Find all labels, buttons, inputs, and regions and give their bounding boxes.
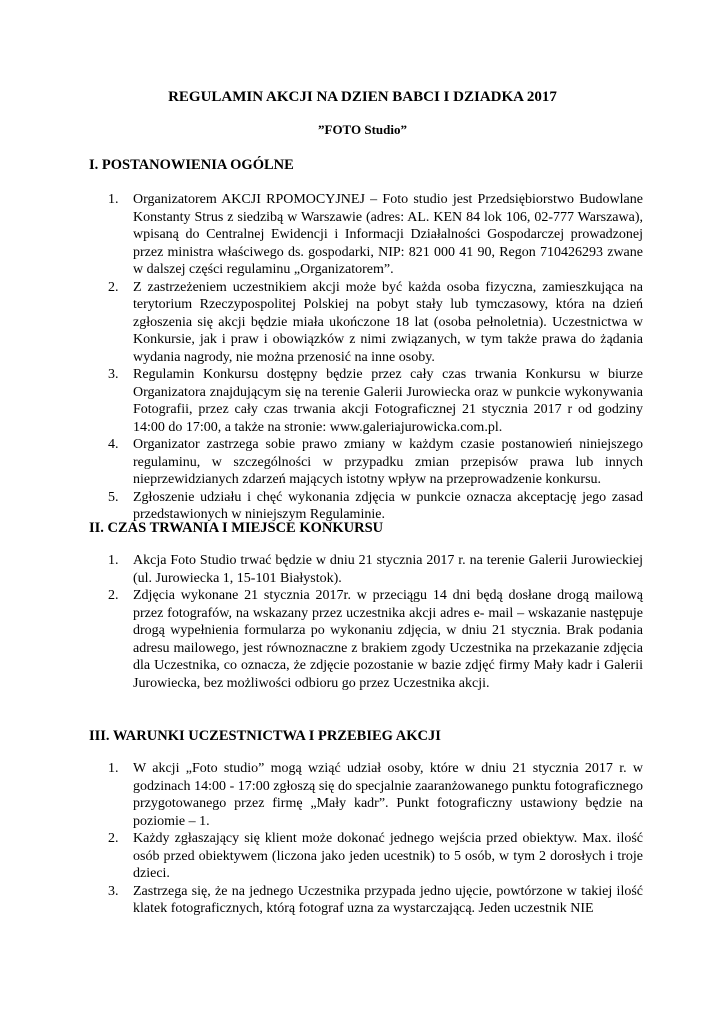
item-number: 3. bbox=[108, 883, 119, 899]
item-text: Organizatorem AKCJI RPOMOCYJNEJ – Foto studio jest Przedsiębiorstwo Budowlane Konstanty Strus z siedzibą w Warszawie (adres: AL. KEN 84 lok 106, 02-777 Warszawa), wpisaną do Centralnej Ewidencji i Informacji Działalności Gospodarczej prowadzonej przez ministra właściwego ds. gospodarki, NIP: 821 000 41 90, Regon 710426293 zwane w dalszej części regulaminu „Organizatorem”. bbox=[133, 192, 643, 277]
section-heading-general: I. POSTANOWIENIA OGÓLNE bbox=[89, 157, 294, 173]
item-text: Każdy zgłaszający się klient może dokonać jednego wejścia przed obiektyw. Max. ilość osób przed obiektywem (liczona jako jeden ucestnik) to 5 osób, w tym 2 dorosłych i troje dzieci. bbox=[133, 831, 643, 881]
item-text: Zastrzega się, że na jednego Uczestnika przypada jedno ujęcie, powtórzone w takiej ilość klatek fotograficznych, którą fotograf uzna za wystarczającą. Jeden uczestnik NIE bbox=[133, 883, 643, 916]
item-text: W akcji „Foto studio” mogą wziąć udział osoby, które w dniu 21 stycznia 2017 r. w godzinach 14:00 - 17:00 zgłoszą się do specjalnie zaaranżowanego punktu fotograficznego przygotowanego przez firmę „Mały kadr”. Punkt fotograficzny ustawiony będzie na poziomie – 1. bbox=[133, 761, 643, 829]
list-item bbox=[96, 587, 643, 692]
section-list-conditions bbox=[96, 760, 643, 918]
list-item bbox=[96, 830, 643, 883]
list-item bbox=[96, 760, 643, 830]
section-heading-duration: II. CZAS TRWANIA I MIEJSCE KONKURSU bbox=[89, 520, 384, 536]
item-number: 2. bbox=[108, 588, 119, 603]
document-title: REGULAMIN AKCJI NA DZIEN BABCI I DZIADKA 2017 bbox=[168, 89, 557, 105]
list-item bbox=[96, 436, 643, 489]
item-number: 1. bbox=[108, 553, 119, 568]
document-subtitle: ”FOTO Studio” bbox=[318, 122, 407, 137]
list-item bbox=[96, 366, 643, 436]
list-item bbox=[96, 552, 643, 587]
item-number: 2. bbox=[108, 831, 119, 846]
item-number: 1. bbox=[108, 761, 119, 776]
item-number: 2. bbox=[108, 279, 119, 295]
section-list-duration bbox=[96, 552, 643, 692]
item-text: Z zastrzeżeniem uczestnikiem akcji może być każda osoba fizyczna, zamieszkująca na terytorium Rzeczypospolitej Polskiej na pobyt stały lub tymczasowy, która na dzień zgłoszenia się akcji będzie miała ukończone 18 lat (osoba pełnoletnia). Uczestnictwa w Konkursie, jak i praw i obowiązków z nimi związanych, w tym także prawa do żądania wydania nagrody, nie można przenosić na inne osoby. bbox=[133, 279, 643, 365]
list-item bbox=[96, 489, 643, 524]
list-item bbox=[96, 883, 643, 918]
item-number: 4. bbox=[108, 437, 119, 452]
item-text: Zgłoszenie udziału i chęć wykonania zdjęcia w punkcie oznacza akceptację jego zasad przedstawionych w niniejszym Regulaminie. bbox=[133, 489, 643, 522]
item-text: Regulamin Konkursu dostępny będzie przez cały czas trwania Konkursu w biurze Organizatora znajdującym się na terenie Galerii Jurowiecka oraz w punkcie wykonywania Fotografii, przez cały czas trwania akcji Fotograficznej 21 stycznia 2017 r od godziny 14:00 do 17:00, a także na stronie: www.galeriajurowicka.com.pl. bbox=[133, 367, 643, 435]
item-number: 3. bbox=[108, 367, 119, 382]
item-text: Zdjęcia wykonane 21 stycznia 2017r. w przeciągu 14 dni będą dosłane drogą mailową przez fotografów, na wskazany przez uczestnika akcji adres e- mail – wskazanie następuje drogą wypełnienia formularza po wykonaniu zdjęcia, w dniu 21 stycznia. Brak podania adresu mailowego, jest równoznaczne z brakiem zgody Uczestnika na przekazanie zdjęcia dla Uczestnika, co oznacza, że zdjęcie pozostanie w bazie zdjęć firmy Mały kadr i Galerii Jurowiecka, bez możliwości odbioru go przez Uczestnika akcji. bbox=[133, 588, 643, 691]
list-item bbox=[96, 191, 643, 279]
item-number: 1. bbox=[108, 192, 119, 207]
item-text: Akcja Foto Studio trwać będzie w dniu 21 stycznia 2017 r. na terenie Galerii Jurowieckiej (ul. Jurowiecka 1, 15-101 Białystok). bbox=[133, 553, 643, 586]
section-list-general bbox=[96, 191, 643, 524]
section-heading-conditions: III. WARUNKI UCZESTNICTWA I PRZEBIEG AKCJI bbox=[89, 728, 441, 744]
item-text: Organizator zastrzega sobie prawo zmiany w każdym czasie postanowień niniejszego regulaminu, w szczególności w przypadku zmian przepisów prawa lub innych nieprzewidzianych zdarzeń mających istotny wpływ na przeprowadzenie konkursu. bbox=[133, 437, 643, 487]
list-item bbox=[96, 279, 643, 367]
item-number: 5. bbox=[108, 489, 119, 505]
